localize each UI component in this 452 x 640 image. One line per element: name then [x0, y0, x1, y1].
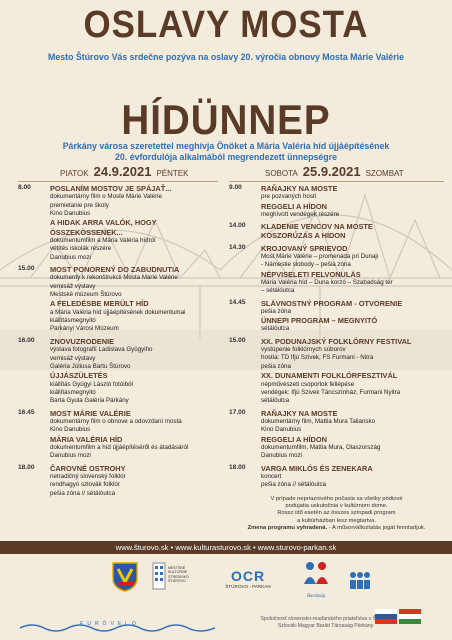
day-date: 24.9.2021 — [93, 164, 152, 179]
title-sk: OSLAVY MOSTA — [83, 4, 369, 46]
program-title: ZNOVUZRODENIE — [50, 336, 115, 346]
program-detail: – sétálóutca — [261, 287, 295, 295]
program-detail: Mária Valéria híd – Duna korzó – Szabadság tér — [261, 278, 393, 286]
program-item — [18, 265, 218, 334]
program-title: XX. DUNAMENTI FOLKLÓRFESZTIVÁL — [261, 371, 398, 381]
program-detail: kiállításmegnyitó — [50, 317, 96, 325]
program-detail: Galéria Júliusa Bartu Štúrovo — [50, 362, 131, 370]
program-title: A HIDAK ARRA VALÓK, HOGY ÖSSZEKÖSSENEK... — [50, 218, 157, 237]
program-item — [229, 464, 444, 490]
program-detail: vendégek: Ifjú Szivek Táncszínház, Furmani Nyitra — [261, 388, 401, 396]
program-title: MÁRIA VALÉRIA HÍD — [50, 434, 123, 444]
program-time: 18.00 — [18, 463, 35, 471]
ocr-logo — [223, 568, 273, 598]
program-detail: Danubius mozi — [50, 452, 91, 460]
program-item — [229, 337, 444, 406]
program-detail: Kino Danubius — [261, 426, 302, 434]
program-detail: netradičný slovenský folklór — [50, 472, 126, 480]
weather-note — [229, 496, 444, 532]
program-time: 15.00 — [229, 336, 246, 344]
website-links[interactable]: www.šturovo.sk • www.kulturasturovo.sk • www.sturovo-parkan.sk — [0, 541, 452, 554]
note-line: podujatia uskutočnia v kultúrnom dome. — [285, 503, 388, 510]
divider — [229, 181, 444, 182]
program-detail: kiállításmegnyitó — [50, 388, 96, 396]
saturday-program — [229, 184, 444, 493]
divider — [18, 181, 218, 182]
program-detail: pešia zóna — [261, 362, 291, 370]
program-time: 14.30 — [229, 243, 246, 251]
program-time: 17.00 — [229, 408, 246, 416]
program-detail: dokumenty k rekonštrukcii Mosta Márie Valérie — [50, 274, 178, 282]
program-detail: dokumentumfilm a híd újjáépítéséről és átadásáról — [50, 443, 189, 451]
program-item — [18, 409, 218, 461]
friendship-logo — [296, 556, 336, 599]
program-title: REGGELI A HÍDON — [261, 201, 327, 211]
cultural-centre-text: MESTSKÉ KULTÚRNE STREDISKO ŠTÚROVO — [168, 566, 189, 584]
program-item — [229, 409, 444, 461]
program-item — [229, 299, 444, 334]
program-time: 16.00 — [18, 336, 35, 344]
program-time: 18.00 — [229, 463, 246, 471]
program-detail: meghívott vendégek részére — [261, 210, 340, 218]
program-item — [18, 337, 218, 406]
program-detail: a Mária Valéria híd újjáépítésének dokumentumai — [50, 308, 186, 316]
people-icon — [296, 556, 336, 590]
note-change-hu: - A műsorváltoztatás jogát fenntartjuk. — [328, 524, 426, 531]
program-title: A FELEDÉSBE MERÜLT HÍD — [50, 299, 149, 309]
program-time: 14.45 — [229, 298, 246, 306]
day-header-saturday — [265, 164, 409, 180]
program-item — [229, 244, 444, 296]
program-detail: Most Márie Valérie – promenáda pri Dunaji — [261, 252, 379, 260]
program-detail: népművészeti csoportok fellépése — [261, 380, 355, 388]
program-title: NÉPVISELETI FELVONULÁS — [261, 269, 361, 279]
program-time: 16.45 — [18, 408, 35, 416]
program-detail: rendhagyó szlovák folklór — [50, 481, 120, 489]
note-line — [229, 525, 444, 532]
program-detail: dokumentárny film o obnove a odovzdaní mosta — [50, 417, 182, 425]
program-detail: Danubius mozi — [261, 452, 302, 460]
ocr-subtext: ŠTÚROVO - PARKAN — [225, 584, 271, 589]
subtitle-hu-line1: Párkány városa szeretettel meghívja Önöket a Mária Valéria híd újjáépítésének — [62, 141, 390, 151]
program-item — [229, 222, 444, 240]
program-detail: pešia zóna // sétálóutca — [50, 489, 116, 497]
title-hu: HÍDÜNNEP — [121, 96, 331, 143]
subtitle-sk: Mesto Štúrovo Vás srdečne pozýva na oslavy 20. výročia obnovy Mosta Márie Valérie — [48, 52, 404, 62]
program-detail: výstava fotografií Ladislava Gyügyiho — [50, 346, 153, 354]
program-title: KROJOVANÝ SPRIEVOD — [261, 243, 348, 253]
program-detail: sétálóutca — [261, 397, 290, 405]
friendship-text: Barátság — [306, 594, 326, 599]
program-detail: Párkányi Városi Múzeum — [50, 325, 119, 333]
note-line: a kultúrházban lesz megtartva. — [297, 517, 376, 524]
program-detail: sétálóutca — [261, 325, 290, 333]
program-detail: vernisáž výstavy — [50, 354, 96, 362]
friday-program — [18, 184, 218, 501]
program-item — [229, 184, 444, 219]
day-name-hu: PÉNTEK — [156, 169, 189, 178]
program-detail: dokumentárny film o Moste Márie Valérie — [50, 193, 162, 201]
program-detail: Kino Danubius — [50, 210, 91, 218]
program-detail: pre pozvaných hostí — [261, 193, 317, 201]
program-title: SLÁVNOSTNÝ PROGRAM - OTVORENIE — [261, 298, 403, 308]
program-title: RAŇAJKY NA MOSTE — [261, 408, 338, 418]
program-detail: dokumentumfilm a Mária Valéria hídról — [50, 236, 156, 244]
program-title: XX. PODUNAJSKÝ FOLKLÓRNY FESTIVAL — [261, 336, 412, 346]
note-line: Rossz idő esetén az összes színpadi program — [277, 510, 396, 517]
program-detail: Mestské múzeum Štúrovo — [50, 291, 122, 299]
note-change-sk: Zmena programu vyhradená. — [247, 524, 328, 531]
program-title: REGGELI A HÍDON — [261, 434, 327, 444]
program-item — [18, 184, 218, 262]
day-name-sk: SOBOTA — [265, 169, 298, 178]
program-detail: pešia zóna // sétálóutca — [261, 481, 327, 489]
program-detail: vystúpenie folklórnych súborov — [261, 346, 346, 354]
program-detail: hostia: TD Ifjú Szivek, FS Furmani - Nitra — [261, 354, 374, 362]
program-title: ÚJJÁSZÜLETÉS — [50, 371, 108, 381]
program-title: KLADENIE VENCOV NA MOSTE — [261, 222, 373, 232]
program-title: POSLANÍM MOSTOV JE SPÁJAŤ... — [50, 184, 172, 193]
program-detail: pešia zóna — [261, 307, 291, 315]
cultural-centre-logo — [152, 562, 196, 592]
coat-of-arms-icon — [112, 562, 138, 592]
program-detail: vetítés iskolák részére — [50, 245, 112, 253]
program-title: ÜNNEPI PROGRAM – MEGNYITÓ — [261, 316, 378, 326]
program-title: VARGA MIKLÓS ÉS ZENEKARA — [261, 463, 373, 473]
program-time: 14.00 — [229, 222, 246, 230]
coop-line-hu: Szlovák-Magyar Baráti Társaság Párkány — [277, 623, 374, 629]
note-line: V prípade nepriaznivého počasia sa všetky pódiové — [270, 496, 403, 502]
figures-icon — [346, 570, 374, 590]
program-detail: Barta Gyula Galéria Párkány — [50, 397, 129, 405]
program-time: 9.00 — [229, 184, 242, 191]
program-item — [18, 464, 218, 498]
program-detail: dokumentárny film, Mattia Mura Taliansko — [261, 417, 376, 425]
day-date: 25.9.2021 — [302, 164, 361, 179]
wave-text: EURÓVELO — [80, 621, 140, 627]
program-title: RAŇAJKY NA MOSTE — [261, 184, 338, 193]
program-time: 15.00 — [18, 265, 35, 273]
subtitle-hu-line2: 20. évfordulója alkalmából megrendezett ünnepségre — [115, 152, 337, 162]
building-icon — [152, 562, 166, 590]
program-detail: Kino Danubius — [50, 426, 91, 434]
program-detail: koncert — [261, 472, 282, 480]
program-title: MOST MÁRIE VALÉRIE — [50, 408, 131, 418]
program-detail: - Námestie slobody – pešia zóna — [261, 261, 351, 269]
program-title: MOST PONORENÝ DO ZABUDNUTIA — [50, 265, 180, 275]
program-detail: kiállítás Gyügyi László fotóiból — [50, 380, 133, 388]
coop-line-sk: Spoločnosť slovensko-maďarského priateľstva v Štúrove — [260, 616, 391, 622]
program-detail: premietanie pre školy — [50, 201, 109, 209]
program-title: ČAROVNÉ OSTROHY — [50, 463, 126, 473]
program-time: 8.00 — [18, 184, 31, 191]
cooperation-text — [243, 616, 408, 630]
day-header-friday — [60, 164, 193, 180]
day-name-hu: SZOMBAT — [365, 169, 404, 178]
ocr-text: OCR — [230, 568, 266, 584]
program-detail: Danubius mozi — [50, 253, 91, 261]
day-name-sk: PIATOK — [60, 169, 89, 178]
program-detail: dokumentumfilm, Mattia Mura, Olaszország — [261, 443, 381, 451]
program-title: KOSZORÚZÁS A HÍDON — [261, 231, 346, 241]
program-detail: vernisáž výstavy — [50, 282, 96, 290]
subtitle-hu — [10, 141, 442, 163]
